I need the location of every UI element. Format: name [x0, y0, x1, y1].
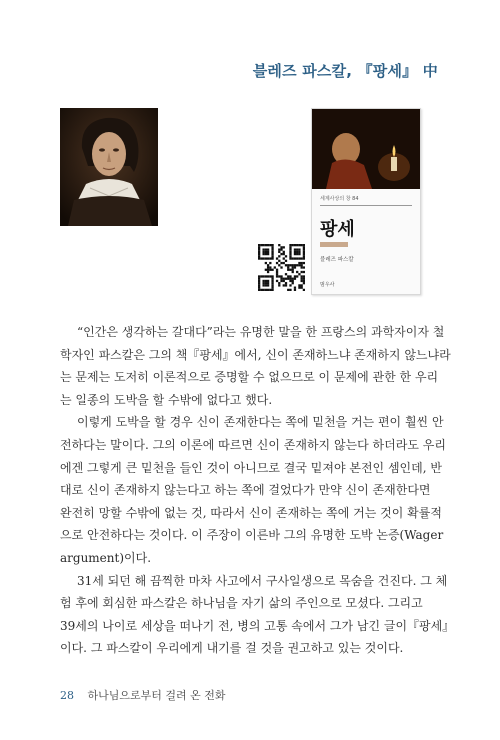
text-line: 전하다는 말이다. 그의 이론에 따르면 신이 존재하지 않는다 하더라도 우리 — [60, 437, 446, 452]
text-line: 대로 신이 존재하지 않는다고 하는 쪽에 걸었다가 만약 신이 존재한다면 — [60, 483, 431, 498]
text-line: 학자인 파스칼은 그의 책『팡세』에서, 신이 존재하느냐 존재하지 않느냐라 — [60, 347, 451, 362]
text-line: “인간은 생각하는 갈대다”라는 유명한 말을 한 프랑스의 과학자이자 철 — [77, 325, 445, 339]
text-line: 39세의 나이로 세상을 떠나기 전, 병의 고통 속에서 그가 남긴 글이『팡세』 — [60, 618, 455, 633]
book-divider — [320, 205, 412, 206]
text-line: 으로 안전하다는 것이다. 이 주장이 이른바 그의 유명한 도박 논증(Wager — [60, 528, 444, 543]
page-number: 28 — [60, 689, 74, 702]
book-cover-painting — [312, 109, 420, 189]
text-line: argument)이다. — [60, 550, 152, 565]
text-line: 는 문제는 도저히 이론적으로 증명할 수 없으므로 이 문제에 관한 한 우리 — [60, 370, 439, 385]
text-line: 이다. 그 파스칼이 우리에게 내기를 걸 것을 권고하고 있는 것이다. — [60, 641, 404, 656]
text-line: 험 후에 회심한 파스칼은 하나님을 자기 삶의 주인으로 모셨다. 그리고 — [60, 596, 423, 611]
text-line: 에겐 그렇게 큰 밑천을 들인 것이 아니므로 결국 밑져야 본전인 셈인데, 반 — [60, 460, 442, 475]
paragraph — [60, 321, 451, 411]
paragraph — [60, 570, 455, 660]
text-line: 완전히 망할 수밖에 없는 것, 따라서 신이 존재하는 쪽에 거는 것이 확률적 — [60, 505, 442, 520]
text-line: 31세 되던 해 끔찍한 마차 사고에서 구사일생으로 목숨을 건진다. 그 체 — [77, 573, 448, 588]
text-line: 이렇게 도박을 할 경우 신이 존재한다는 쪽에 밑천을 거는 편이 훨씬 안 — [77, 415, 444, 430]
article-body — [60, 321, 455, 660]
paragraph — [60, 411, 446, 569]
header-title: 블레즈 파스칼, 『팡세』 中 — [252, 62, 438, 80]
book-publisher: 범우사 — [320, 282, 335, 288]
book-series-label: 세계사상의 창 84 — [320, 196, 359, 202]
book-title: 팡세 — [320, 219, 355, 240]
text-line: 는 일종의 도박을 할 수밖에 없다고 했다. — [60, 392, 273, 407]
book-author: 블레즈 파스칼 — [320, 257, 354, 263]
pascal-portrait-image — [60, 108, 158, 226]
book-title-tag — [320, 242, 348, 247]
running-title: 하나님으로부터 걸려 온 전화 — [87, 689, 226, 702]
page-footer — [60, 687, 226, 703]
book-cover-image — [311, 108, 421, 295]
qr-code-icon — [258, 244, 305, 291]
